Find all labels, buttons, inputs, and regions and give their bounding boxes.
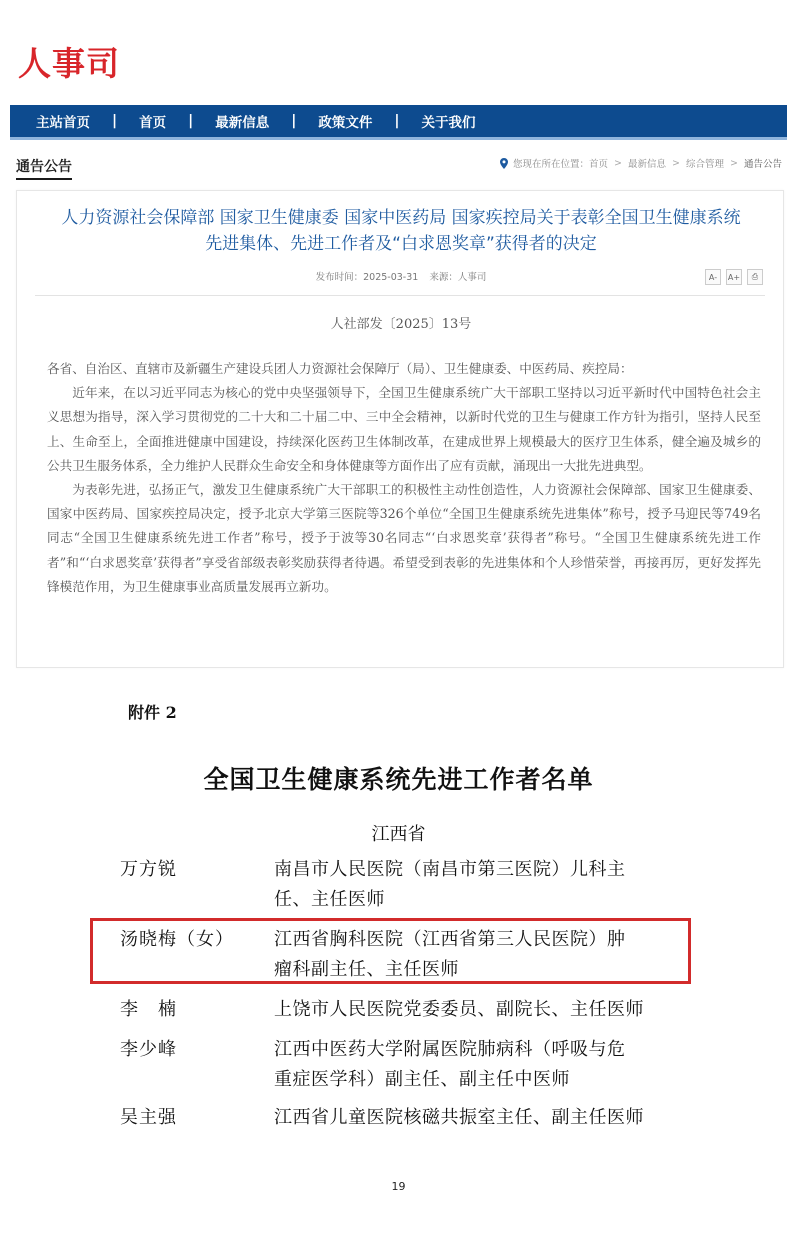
article-source: 来源：人事司 bbox=[429, 272, 487, 283]
highlight-box bbox=[90, 918, 691, 984]
person-name: 吴主强 bbox=[120, 1107, 177, 1128]
breadcrumb-general[interactable]: 综合管理 bbox=[686, 159, 725, 170]
province-heading: 江西省 bbox=[371, 824, 426, 845]
breadcrumb bbox=[500, 156, 782, 170]
section-header bbox=[16, 152, 784, 178]
article-meta bbox=[17, 269, 785, 283]
font-smaller-button[interactable]: A- bbox=[705, 269, 721, 285]
person-title: 江西省儿童医院核磁共振室主任、副主任医师 bbox=[274, 1107, 644, 1128]
site-logo[interactable]: 人事司 bbox=[18, 44, 120, 83]
person-title: 上饶市人民医院党委委员、副院长、主任医师 bbox=[274, 999, 644, 1020]
document-number: 人社部发〔2025〕13号 bbox=[330, 317, 472, 332]
person-name: 李少峰 bbox=[120, 1039, 177, 1060]
person-name: 汤晓梅（女） bbox=[120, 929, 234, 950]
person-title: 江西中医药大学附属医院肺病科（呼吸与危 重症医学科）副主任、副主任中医师 bbox=[274, 1039, 626, 1090]
nav-item-policy[interactable]: 政策文件 bbox=[318, 115, 373, 130]
person-name: 万方锐 bbox=[120, 859, 177, 880]
article-title-line-1: 人力资源社会保障部 国家卫生健康委 国家中医药局 国家疾控局关于表彰全国卫生健康系统 bbox=[61, 208, 741, 228]
person-title: 江西省胸科医院（江西省第三人民医院）肿 瘤科副主任、主任医师 bbox=[274, 929, 626, 980]
article-body bbox=[47, 357, 761, 599]
publish-date: 发布时间：2025-03-31 bbox=[315, 272, 419, 283]
breadcrumb-separator: > bbox=[672, 157, 680, 169]
body-paragraph: 为表彰先进，弘扬正气，激发卫生健康系统广大干部职工的积极性主动性创造性，人力资源社会保障部、国家卫生健康委、国家中医药局、国家疾控局决定，授予北京大学第三医院等326个单位“全国卫生健康系统先进集体”称号，授予马迎民等749名同志“全国卫生健康系统先进工作者”称号，授予于波等30名同志“‘白求恩奖章’获得者”称号。“全国卫生健康系统先进工作者”和“‘白求恩奖章’获得者”享受省部级表彰奖励获得者待遇。希望受到表彰的先进集体和个人珍惜荣誉，再接再厉，更好发挥先锋模范作用，为卫生健康事业高质量发展再立新功。 bbox=[47, 482, 761, 594]
main-nav bbox=[10, 105, 787, 140]
salutation-paragraph: 各省、自治区、直辖市及新疆生产建设兵团人力资源社会保障厅（局）、卫生健康委、中医药局、疾控局： bbox=[47, 361, 633, 376]
body-paragraph: 近年来，在以习近平同志为核心的党中央坚强领导下，全国卫生健康系统广大干部职工坚持以习近平新时代中国特色社会主义思想为指导，深入学习贯彻党的二十大和二十届二中、三中全会精神，以新时代党的卫生与健康工作方针为指引，坚持人民至上、生命至上，全面推进健康中国建设，持续深化医药卫生体制改革，在建成世界上规模最大的医疗卫生体系，健全遍及城乡的公共卫生服务体系，全力维护人民群众生命安全和身体健康等方面作出了应有贡献，涌现出一大批先进典型。 bbox=[47, 385, 761, 473]
article-title-line-2: 先进集体、先进工作者及“白求恩奖章”获得者的决定 bbox=[205, 234, 597, 254]
title-divider bbox=[35, 295, 765, 296]
article-card bbox=[16, 190, 784, 668]
breadcrumb-latest[interactable]: 最新信息 bbox=[628, 159, 667, 170]
person-name: 李 楠 bbox=[120, 999, 177, 1020]
person-title: 南昌市人民医院（南昌市第三医院）儿科主 任、主任医师 bbox=[274, 859, 626, 910]
list-title: 全国卫生健康系统先进工作者名单 bbox=[203, 765, 594, 794]
nav-separator: | bbox=[188, 113, 194, 129]
attachment-label: 附件 2 bbox=[128, 703, 177, 722]
location-pin-icon bbox=[500, 158, 508, 169]
nav-separator: | bbox=[291, 113, 297, 129]
breadcrumb-separator: > bbox=[614, 157, 623, 169]
breadcrumb-separator: > bbox=[730, 157, 738, 169]
nav-item-main-home[interactable]: 主站首页 bbox=[36, 115, 90, 130]
font-larger-button[interactable]: A+ bbox=[726, 269, 742, 285]
page-number: 19 bbox=[391, 1180, 406, 1193]
print-icon[interactable]: ⎙ bbox=[747, 269, 763, 285]
nav-item-latest[interactable]: 最新信息 bbox=[215, 115, 270, 130]
breadcrumb-current[interactable]: 通告公告 bbox=[743, 159, 782, 170]
breadcrumb-home[interactable]: 首页 bbox=[589, 159, 609, 170]
nav-item-home[interactable]: 首页 bbox=[139, 115, 167, 130]
article-tools bbox=[705, 269, 763, 285]
nav-separator: | bbox=[112, 113, 118, 129]
section-title: 通告公告 bbox=[16, 156, 72, 180]
breadcrumb-prefix: 您现在所在位置： bbox=[513, 159, 590, 170]
nav-item-about[interactable]: 关于我们 bbox=[421, 115, 476, 130]
article-title bbox=[17, 205, 785, 257]
nav-separator: | bbox=[394, 113, 400, 129]
